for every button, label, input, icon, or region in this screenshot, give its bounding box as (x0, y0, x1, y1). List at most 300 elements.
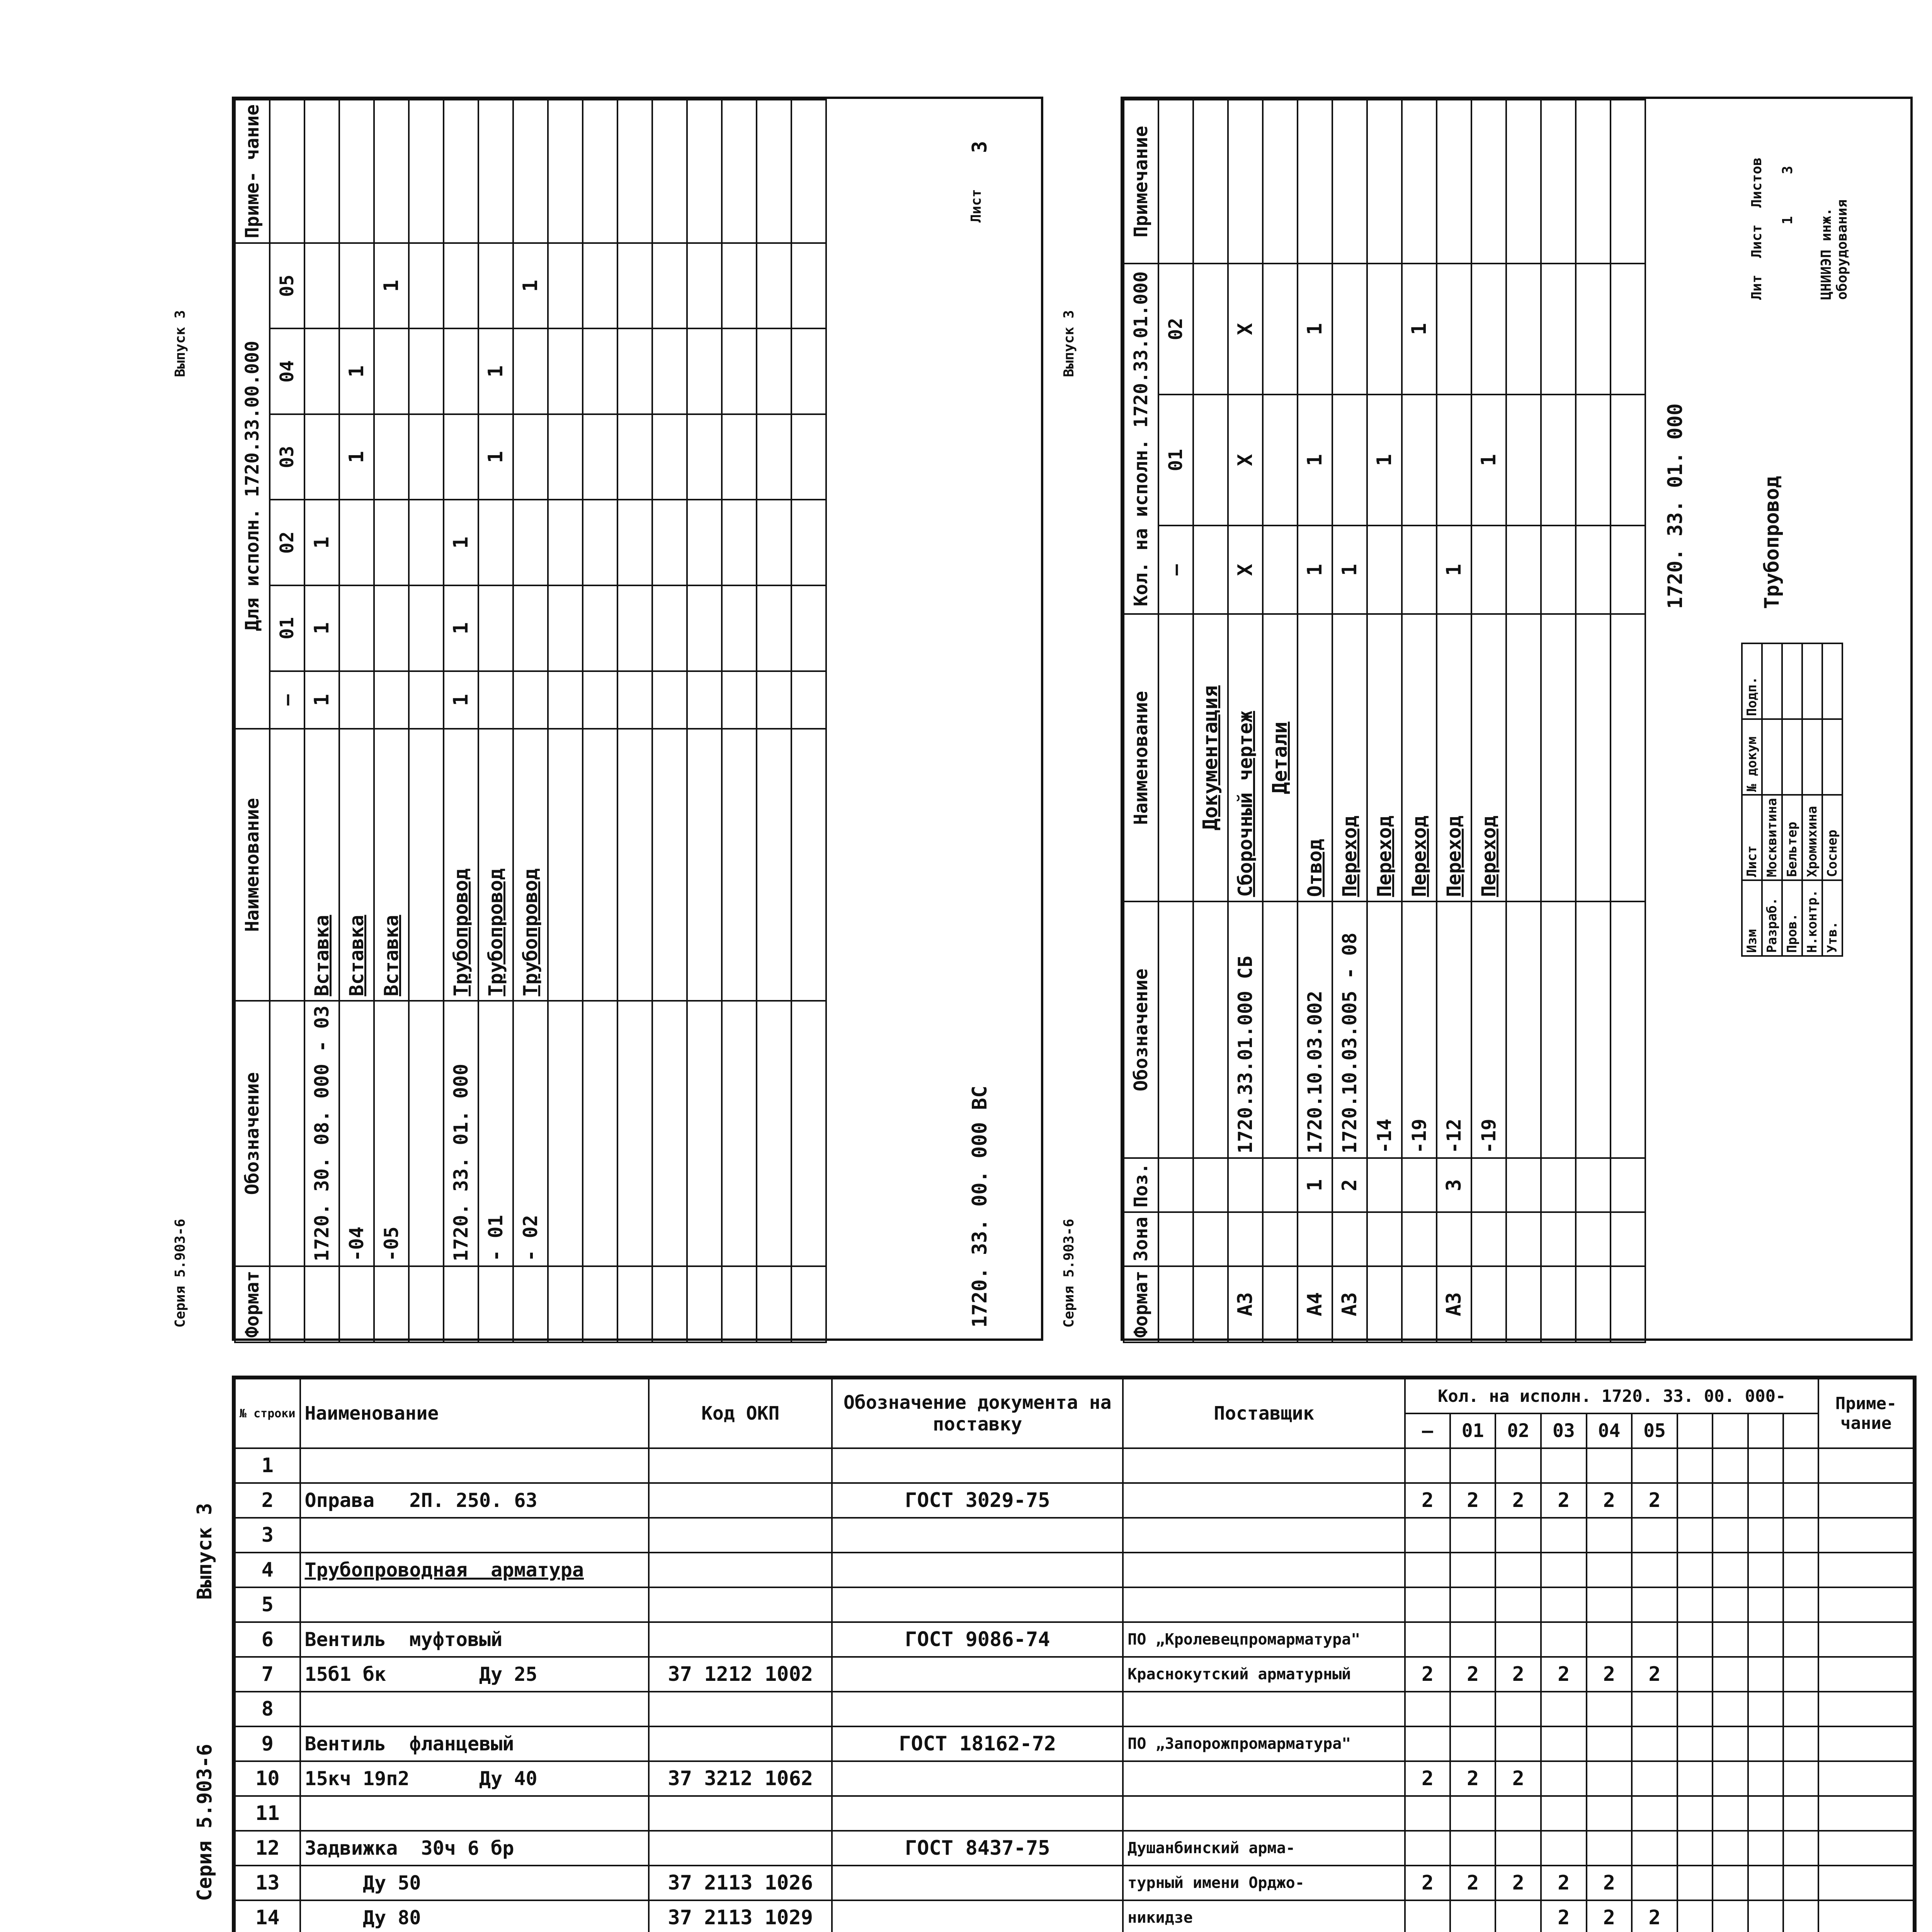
name-cell: Документация (1193, 614, 1228, 901)
designation-cell: -05 (374, 1001, 409, 1266)
qty-cell: 1 (513, 243, 548, 329)
remarks-cell (1818, 1761, 1913, 1796)
empty-cell (1506, 264, 1541, 395)
empty-cell (1677, 1483, 1713, 1518)
table-row (583, 100, 617, 1342)
empty-cell (722, 585, 757, 671)
empty-cell (1748, 1483, 1783, 1518)
qty-cell: 1 (478, 328, 513, 414)
remarks-cell (513, 100, 548, 243)
row-number: 1 (235, 1448, 300, 1483)
empty-cell (1611, 1212, 1645, 1266)
format-cell (513, 1266, 548, 1342)
empty-cell (722, 100, 757, 243)
remarks-cell (1818, 1622, 1913, 1657)
lower-sheet (232, 1376, 1917, 1932)
qty-cell (409, 243, 444, 329)
table-row (235, 1622, 1913, 1657)
empty-cell (1506, 100, 1541, 264)
empty-cell (1783, 1900, 1818, 1932)
name-cell (300, 1796, 649, 1831)
signer-row (1762, 643, 1782, 956)
empty-cell (757, 243, 791, 329)
qty-cell (1541, 1622, 1587, 1657)
empty-cell (791, 1001, 826, 1266)
empty-cell (583, 671, 617, 729)
name-cell: Детали (1263, 614, 1298, 901)
empty-cell (1611, 395, 1645, 526)
qty-cell (1495, 1622, 1541, 1657)
empty-cell (1541, 264, 1576, 395)
empty-cell (652, 1001, 687, 1266)
lower-issue: Выпуск 3 (193, 1503, 216, 1600)
qty-cell: 1 (304, 671, 339, 729)
qty-cell (1405, 1831, 1450, 1866)
format-cell (304, 1266, 339, 1342)
qty-cell: 2 (1587, 1900, 1632, 1932)
empty-cell (1748, 1900, 1783, 1932)
col-format: Формат (1124, 1266, 1158, 1342)
empty-cell (548, 243, 583, 329)
qty-cell: 1 (339, 414, 374, 500)
okp-cell: 37 1212 1002 (649, 1657, 832, 1692)
qty-cell (339, 671, 374, 729)
table-row (304, 100, 339, 1342)
usage-col: — (1405, 1413, 1450, 1448)
zone-cell (1471, 1212, 1506, 1266)
qty-cell (1193, 526, 1228, 614)
okp-cell (649, 1483, 832, 1518)
doc-cell (832, 1518, 1123, 1553)
qty-cell (1263, 264, 1298, 395)
name-cell: Сборочный чертеж (1228, 614, 1263, 901)
doc-cell (832, 1448, 1123, 1483)
empty-cell (1576, 395, 1611, 526)
supplier-cell: Душанбинский арма- (1123, 1831, 1405, 1866)
format-cell (1402, 1266, 1437, 1342)
remarks-cell (1402, 100, 1437, 264)
qty-cell (1541, 1448, 1587, 1483)
okp-cell (649, 1726, 832, 1761)
remarks-cell (339, 100, 374, 243)
doc-cell (832, 1657, 1123, 1692)
empty-cell (1748, 1692, 1783, 1726)
qty-cell (1332, 395, 1367, 526)
signer-date: Подп. (1742, 643, 1762, 719)
table-row (1437, 100, 1471, 1342)
empty-cell (757, 1001, 791, 1266)
qty-cell (304, 243, 339, 329)
empty-cell (791, 500, 826, 585)
empty-cell (757, 328, 791, 414)
row-number: 6 (235, 1622, 300, 1657)
col-pos: Поз. (1124, 1158, 1158, 1212)
remarks-cell (1471, 100, 1506, 264)
empty-cell (1677, 1622, 1713, 1657)
qty-cell: 1 (1437, 526, 1471, 614)
designation-cell: 1720.33.01.000 СБ (1228, 901, 1263, 1158)
qty-cell (1367, 526, 1402, 614)
empty-cell (548, 500, 583, 585)
usage-col: 04 (1587, 1413, 1632, 1448)
empty-cell (1783, 1518, 1818, 1553)
designation-cell: -14 (1367, 901, 1402, 1158)
remarks-cell (1818, 1483, 1913, 1518)
name-cell: Трубопровод (478, 729, 513, 1001)
empty-cell (617, 585, 652, 671)
empty-cell (791, 414, 826, 500)
empty-cell (1611, 901, 1645, 1158)
signer-sig (1802, 719, 1822, 795)
qty-cell: 2 (1632, 1483, 1677, 1518)
name-cell: Вставка (304, 729, 339, 1001)
qty-cell: 1 (444, 500, 478, 585)
col-name: Наименование (235, 729, 270, 1001)
format-cell (444, 1266, 478, 1342)
lit-label: Лит (1749, 274, 1765, 300)
qty-cell: 2 (1450, 1866, 1496, 1900)
empty-cell (791, 1266, 826, 1342)
pos-cell (1263, 1158, 1298, 1212)
empty-cell (583, 585, 617, 671)
doc-cell: ГОСТ 8437-75 (832, 1831, 1123, 1866)
qty-cell (1632, 1518, 1677, 1553)
qty-cell: 2 (1541, 1900, 1587, 1932)
qty-cell (478, 671, 513, 729)
supplier-cell: никидзе (1123, 1900, 1405, 1932)
qty-cell (1405, 1518, 1450, 1553)
signer-role: Пров. (1782, 880, 1802, 956)
doc-cell (832, 1553, 1123, 1587)
qty-cell (1541, 1553, 1587, 1587)
qty-cell (1450, 1448, 1496, 1483)
upper-left-sheet (172, 97, 1043, 1341)
empty-cell (1677, 1796, 1713, 1831)
empty-cell (1748, 1831, 1783, 1866)
empty-cell (1748, 1518, 1783, 1553)
usage-col: 02 (270, 500, 304, 585)
format-cell (1471, 1266, 1506, 1342)
remarks-cell (1818, 1726, 1913, 1761)
qty-cell (1632, 1692, 1677, 1726)
upper-right-lit (1749, 158, 1765, 300)
qty-cell (374, 585, 409, 671)
supplier-cell (1123, 1553, 1405, 1587)
pos-cell: 2 (1332, 1158, 1367, 1212)
qty-cell (1495, 1796, 1541, 1831)
signer-role: Разраб. (1762, 880, 1782, 956)
supplier-cell (1123, 1448, 1405, 1483)
name-cell: Оправа 2П. 250. 63 (300, 1483, 649, 1518)
pos-cell (1402, 1158, 1437, 1212)
qty-cell (1587, 1587, 1632, 1622)
empty-cell (1783, 1796, 1818, 1831)
empty-cell (1713, 1657, 1748, 1692)
empty-cell (1713, 1900, 1748, 1932)
format-cell (1263, 1266, 1298, 1342)
empty-cell (1677, 1587, 1713, 1622)
empty-cell (1541, 614, 1576, 901)
qty-cell (1405, 1796, 1450, 1831)
qty-cell: 2 (1632, 1657, 1677, 1692)
empty-cell (722, 729, 757, 1001)
format-cell (478, 1266, 513, 1342)
empty-cell (617, 100, 652, 243)
remarks-cell (1818, 1657, 1913, 1692)
empty-cell (652, 500, 687, 585)
qty-cell (1495, 1587, 1541, 1622)
qty-cell: 1 (1332, 526, 1367, 614)
table-row (1298, 100, 1332, 1342)
qty-cell (513, 500, 548, 585)
empty-cell (1611, 100, 1645, 264)
qty-cell (478, 243, 513, 329)
name-cell: 15б1 бк Ду 25 (300, 1657, 649, 1692)
name-cell: Вставка (339, 729, 374, 1001)
remarks-cell (1818, 1900, 1913, 1932)
table-row (1193, 100, 1228, 1342)
table-row (235, 1831, 1913, 1866)
designation-cell (409, 1001, 444, 1266)
signer-role: Изм (1742, 880, 1762, 956)
remarks-cell (1818, 1518, 1913, 1553)
sheets-label: Листов (1749, 157, 1765, 208)
name-cell (409, 729, 444, 1001)
qty-cell (1332, 264, 1367, 395)
col-supplier: Поставщик (1123, 1379, 1405, 1448)
empty-cell (1677, 1553, 1713, 1587)
empty-cell (652, 243, 687, 329)
qty-cell: 2 (1405, 1657, 1450, 1692)
empty-cell (583, 243, 617, 329)
empty-cell (1506, 395, 1541, 526)
table-row (235, 1900, 1913, 1932)
remarks-cell (444, 100, 478, 243)
qty-cell (1450, 1831, 1496, 1866)
qty-cell (1405, 1553, 1450, 1587)
row-number: 9 (235, 1726, 300, 1761)
row-number: 13 (235, 1866, 300, 1900)
qty-cell: 2 (1405, 1761, 1450, 1796)
empty-cell (1713, 1518, 1748, 1553)
qty-cell: 2 (1632, 1900, 1677, 1932)
empty-cell (617, 1001, 652, 1266)
qty-cell (1193, 395, 1228, 526)
signer-date (1822, 643, 1842, 719)
row-number: 8 (235, 1692, 300, 1726)
row-number: 10 (235, 1761, 300, 1796)
name-cell: Отвод (1298, 614, 1332, 901)
row-number: 12 (235, 1831, 300, 1866)
qty-cell (1541, 1692, 1587, 1726)
col-row-no: № строки (235, 1379, 300, 1448)
qty-cell: 2 (1541, 1866, 1587, 1900)
qty-cell (409, 585, 444, 671)
empty-cell (1748, 1866, 1783, 1900)
empty-cell (652, 729, 687, 1001)
empty-cell (1748, 1796, 1783, 1831)
signer-name: Бельтер (1782, 795, 1802, 880)
col-okp: Код ОКП (649, 1379, 832, 1448)
empty-cell (652, 1266, 687, 1342)
qty-cell: 1 (1367, 395, 1402, 526)
upper-right-org: ЦНИИЭП инж. оборудования (1818, 199, 1850, 300)
signer-name: Хромихина (1802, 795, 1822, 880)
signer-sig (1822, 719, 1842, 795)
okp-cell (649, 1831, 832, 1866)
col-remarks: Примечание (1124, 100, 1158, 264)
empty-cell (1677, 1866, 1713, 1900)
table-row (1263, 100, 1298, 1342)
remarks-cell (1367, 100, 1402, 264)
empty-cell (1783, 1553, 1818, 1587)
empty-cell (1611, 526, 1645, 614)
pos-cell (1471, 1158, 1506, 1212)
empty-cell (1713, 1483, 1748, 1518)
qty-cell (1437, 395, 1471, 526)
empty-cell (1576, 1158, 1611, 1212)
designation-cell (1193, 901, 1228, 1158)
empty-cell (1506, 1266, 1541, 1342)
qty-cell (1495, 1692, 1541, 1726)
remarks-cell (1818, 1553, 1913, 1587)
empty-cell (1783, 1692, 1818, 1726)
remarks-cell (1193, 100, 1228, 264)
doc-cell: ГОСТ 18162-72 (832, 1726, 1123, 1761)
empty-cell (1748, 1448, 1783, 1483)
qty-cell: 2 (1587, 1483, 1632, 1518)
okp-cell (649, 1553, 832, 1587)
table-row (1576, 100, 1611, 1342)
table-row (235, 1692, 1913, 1726)
upper-left-sheet-label: Лист (968, 189, 984, 223)
qty-cell (1495, 1726, 1541, 1761)
name-cell (300, 1692, 649, 1726)
remarks-cell (1818, 1831, 1913, 1866)
empty-cell (1677, 1448, 1713, 1483)
okp-cell (649, 1622, 832, 1657)
empty-cell (1713, 1866, 1748, 1900)
empty-cell (1677, 1657, 1713, 1692)
empty-cell (583, 328, 617, 414)
usage-col: 05 (270, 243, 304, 329)
name-cell (300, 1587, 649, 1622)
qty-cell (1193, 264, 1228, 395)
upper-left-sheet-number: 3 (968, 141, 992, 153)
qty-cell: 1 (374, 243, 409, 329)
qty-cell (1450, 1622, 1496, 1657)
empty-cell (757, 1266, 791, 1342)
qty-cell (374, 414, 409, 500)
format-cell: А4 (1298, 1266, 1332, 1342)
empty-cell (791, 100, 826, 243)
qty-cell: 1 (304, 500, 339, 585)
doc-cell (832, 1692, 1123, 1726)
qty-cell: 1 (478, 414, 513, 500)
pos-cell: 3 (1437, 1158, 1471, 1212)
qty-cell: 2 (1405, 1483, 1450, 1518)
name-cell: Переход (1402, 614, 1437, 901)
empty-cell (1576, 526, 1611, 614)
remarks-cell (1818, 1692, 1913, 1726)
qty-cell (1587, 1518, 1632, 1553)
designation-cell: - 01 (478, 1001, 513, 1266)
qty-cell (409, 500, 444, 585)
qty-cell (1587, 1796, 1632, 1831)
upper-right-issue: Выпуск 3 (1061, 310, 1077, 377)
table-row (235, 1553, 1913, 1587)
designation-cell: -04 (339, 1001, 374, 1266)
col-designation: Обозначение (235, 1001, 270, 1266)
empty-cell (687, 500, 722, 585)
qty-cell: 1 (1402, 264, 1437, 395)
qty-cell (1263, 526, 1298, 614)
table-row (652, 100, 687, 1342)
usage-col: — (270, 671, 304, 729)
qty-cell (1587, 1831, 1632, 1866)
doc-cell (832, 1761, 1123, 1796)
remarks-cell (1332, 100, 1367, 264)
zone-cell (1228, 1212, 1263, 1266)
signer-sig (1782, 719, 1802, 795)
signer-sig (1762, 719, 1782, 795)
upper-right-title: Трубопровод (1760, 476, 1784, 609)
qty-cell (339, 585, 374, 671)
format-cell: А3 (1437, 1266, 1471, 1342)
empty-cell (1576, 901, 1611, 1158)
qty-cell (1587, 1448, 1632, 1483)
empty-cell (1713, 1761, 1748, 1796)
table-row (235, 1657, 1913, 1692)
empty-cell (1713, 1726, 1748, 1761)
empty-cell (1611, 1266, 1645, 1342)
table-row (444, 100, 478, 1342)
empty-cell (1576, 264, 1611, 395)
qty-cell (304, 414, 339, 500)
empty-cell (652, 585, 687, 671)
table-row (1471, 100, 1506, 1342)
empty-cell (791, 243, 826, 329)
empty-cell (652, 671, 687, 729)
qty-cell (1402, 526, 1437, 614)
remarks-cell (1298, 100, 1332, 264)
designation-cell: - 02 (513, 1001, 548, 1266)
qty-cell (1471, 264, 1506, 395)
doc-cell (832, 1796, 1123, 1831)
col-format: Формат (235, 1266, 270, 1342)
remarks-cell (1437, 100, 1471, 264)
empty-cell (1713, 1587, 1748, 1622)
format-cell: А3 (1228, 1266, 1263, 1342)
empty-cell (1506, 901, 1541, 1158)
empty-cell (617, 729, 652, 1001)
qty-cell (1495, 1553, 1541, 1587)
col-remarks: Приме- чание (1818, 1379, 1913, 1448)
qty-cell: X (1228, 526, 1263, 614)
empty-cell (687, 243, 722, 329)
zone-cell (1437, 1212, 1471, 1266)
signer-role: Н.контр. (1802, 880, 1822, 956)
empty-cell (757, 100, 791, 243)
empty-cell (1506, 1158, 1541, 1212)
qty-cell: 2 (1405, 1866, 1450, 1900)
empty-cell (791, 729, 826, 1001)
upper-left-issue: Выпуск 3 (172, 310, 188, 377)
qty-cell: 1 (1298, 264, 1332, 395)
name-cell (300, 1518, 649, 1553)
usage-col: 03 (1541, 1413, 1587, 1448)
empty-cell (722, 1001, 757, 1266)
